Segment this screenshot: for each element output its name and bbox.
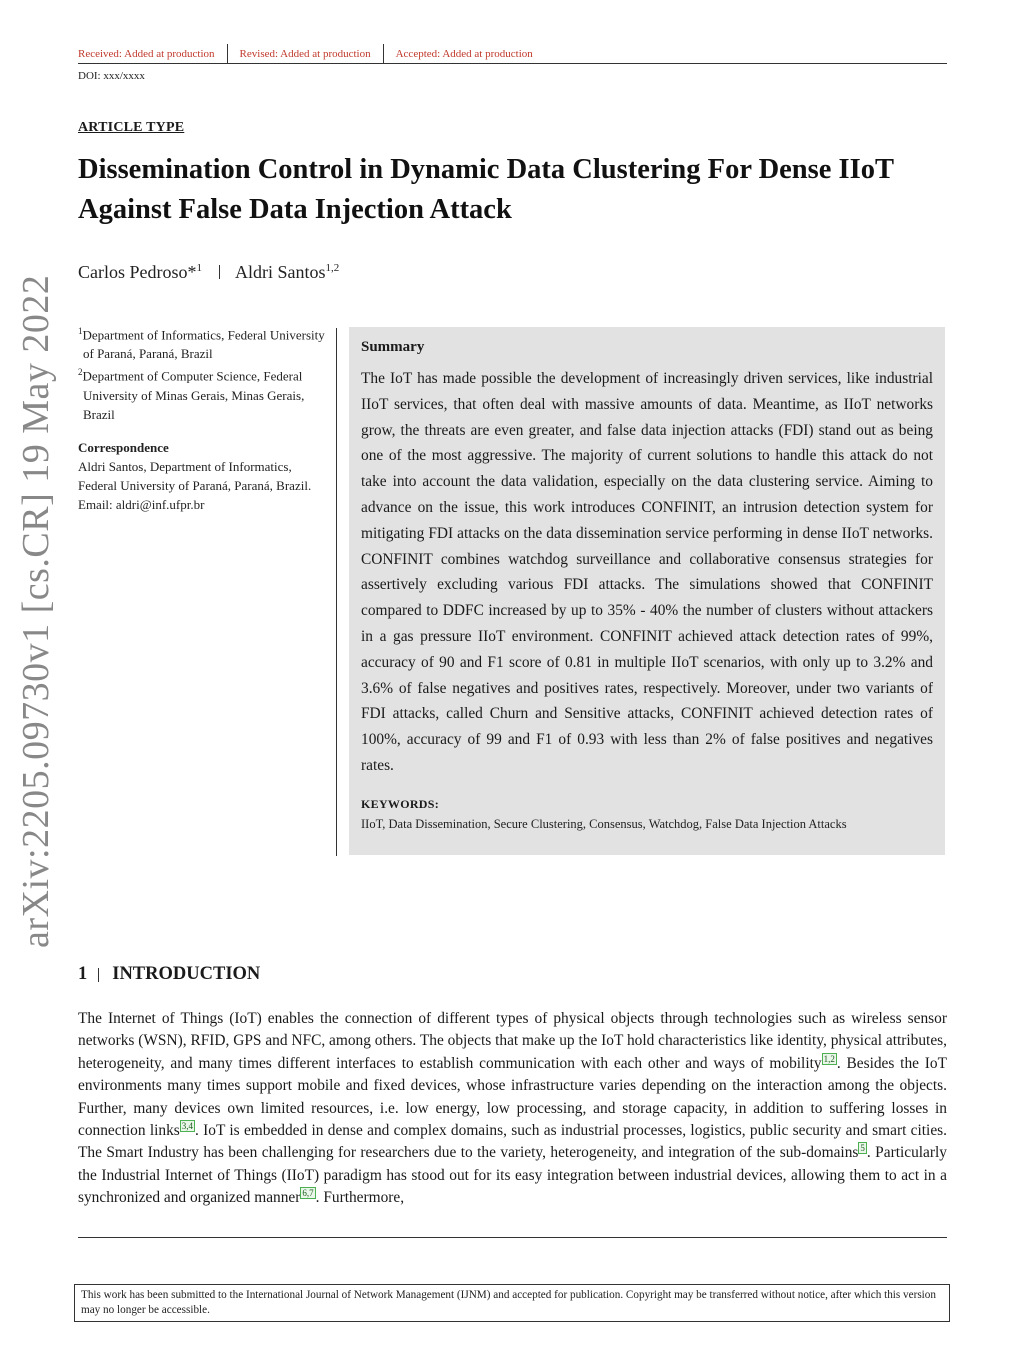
section-divider (98, 968, 99, 982)
accepted-date: Accepted: Added at production (395, 48, 533, 60)
author-name: Aldri Santos (235, 262, 326, 282)
author-affiliation-mark: 1 (196, 262, 202, 274)
correspondence-title: Correspondence (78, 439, 169, 455)
citation-link[interactable]: 5 (860, 1143, 865, 1154)
citation-link[interactable]: 6,7 (302, 1188, 314, 1199)
intro-text: . Besides the IoT environments many times support mobile and fixed devices, whose infrastructure varies depending on the interaction among the objects. Further, many devices own limited resources, i.e. low energy, low processing, and storage capacity, in addition to suffering losses in connection links (78, 1054, 948, 1140)
affiliations (78, 322, 330, 514)
section-heading (78, 964, 260, 985)
section-title: INTRODUCTION (112, 964, 261, 984)
affiliation-mark: 2 (78, 367, 83, 378)
intro-paragraph (78, 1008, 947, 1210)
section-number: 1 (78, 964, 88, 984)
header-rule (78, 63, 947, 64)
affiliation-text: Department of Informatics, Federal University of Paraná, Paraná, Brazil (82, 327, 325, 362)
author-affiliation-mark: 1,2 (325, 262, 340, 274)
author-name: Carlos Pedroso* (78, 262, 197, 282)
affiliation (78, 322, 330, 363)
intro-text: The Internet of Things (IoT) enables the connection of different types of physical objects through technologies such as wireless sensor networks (WSN), RFID, GPS and NFC, among others. The objects that make up the IoT hold characteristics like identity, physical attributes, heterogeneity, and many times different interfaces to establish communication with each other and ways of mobility (78, 1010, 947, 1072)
intro-text: . Particularly the Industrial Internet of Things (IIoT) paradigm has stood out for its easy integration between industrial devices, allowing them to act in a synchronized and organized manner (78, 1144, 947, 1207)
keywords-title: KEYWORDS: (361, 797, 440, 811)
citation-link[interactable]: 3,4 (181, 1121, 194, 1132)
summary-body: The IoT has made possible the development of increasingly driven services, like industrial IIoT services, that often deal with massive amounts of data. Meantime, as IIoT networks grow, the threats are even greater, and false data injection attacks (FDI) stand out as being one of the most aggressive. The majority of current solutions to handle this attack do not take into account the data validation, especially on the data clustering service. Aiming to advance on the issue, this work introduces CONFINIT, an intrusion detection system for mitigating FDI attacks on the data dissemination service performing in dense IIoT networks. CONFINIT combines watchdog surveillance and collaborative consensus strategies for assertively excluding various FDI attacks. The simulations showed that CONFINIT compared to DDFC increased by up to 35% - 40% the number of clusters without attackers in a gas pressure IIoT environment. CONFINIT achieved attack detection rates of 99%, accuracy of 90 and F1 score of 0.81 in multiple IIoT scenarios, with only up to 3.2% and 3.6% of false negatives and positives rates, respectively. Moreover, under two variants of FDI attacks, called Churn and Sensitive attacks, CONFINIT achieved detection rates of 100%, accuracy of 99 and F1 of 0.93 with less than 2% of false positives and negatives rates. (361, 370, 933, 774)
received-date: Received: Added at production (78, 48, 215, 60)
citation-link[interactable]: 1,2 (823, 1053, 835, 1064)
header-divider (383, 44, 384, 64)
arxiv-stamp: arXiv:2205.09730v1 [cs.CR] 19 May 2022 (15, 274, 57, 948)
affiliation-text: Department of Computer Science, Federal University of Minas Gerais, Minas Gerais, Brazil (82, 368, 305, 422)
article-type: ARTICLE TYPE (78, 120, 185, 135)
revised-date: Revised: Added at production (239, 48, 371, 60)
column-divider (336, 328, 337, 856)
intro-text: . Furthermore, (315, 1189, 405, 1207)
footer-rule (78, 1237, 947, 1238)
affiliation (78, 363, 330, 423)
affiliation-mark: 1 (78, 326, 83, 336)
intro-text: . IoT is embedded in dense and complex domains, such as industrial processes, logistics, public security and smart cities. The Smart Industry has been challenging for researchers due to the variety, heterogeneity, and integration of the sub-domains (78, 1122, 947, 1162)
correspondence-text: Aldri Santos, Department of Informatics, Federal University of Paraná, Paraná, Brazil. Email: aldri@inf.ufpr.br (78, 458, 312, 512)
publication-dates (78, 44, 545, 64)
paper-title: Dissemination Control in Dynamic Data Clustering For Dense IIoT Against False Data Injection Attack (78, 154, 894, 225)
header-divider (227, 44, 228, 64)
doi: DOI: xxx/xxxx (78, 70, 145, 82)
author-divider (219, 265, 220, 279)
author-list (78, 262, 339, 283)
keywords-list: IIoT, Data Dissemination, Secure Clustering, Consensus, Watchdog, False Data Injection Attacks (361, 817, 847, 831)
summary-title: Summary (361, 339, 425, 355)
submission-note: This work has been submitted to the International Journal of Network Management (IJNM) and accepted for publication. Copyright may be transferred without notice, after which this version may no longer be accessible. (74, 1284, 950, 1322)
